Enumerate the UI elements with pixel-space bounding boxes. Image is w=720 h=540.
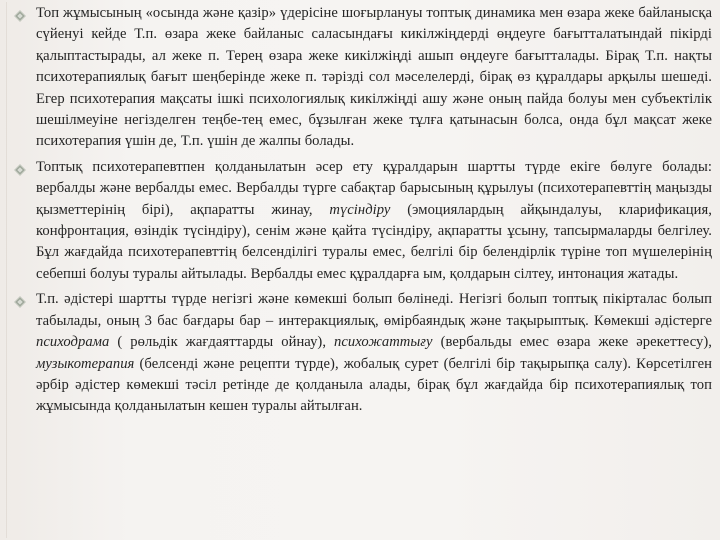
bullet-item-2 [12, 157, 712, 285]
paragraph-text-d: (белсенді және рецепти түрде), жобалық сурет (белгілі бір тақырыпқа салу). Көрсетілген әрбір әдістер көмекші тәсіл ретінде де қолданыла алады, бірақ бұл жағдайда бір психотерапиялық топ жұмысында қолданылатын кешен туралы айтылған. [36, 355, 712, 415]
bullet-item-3 [12, 289, 712, 417]
paragraph-text-b: (эмоциялардың айқындалуы, кларификация, конфронтация, өзіндік түсіндіру), сенім және қайта түсіндіру, ақпаратты ұсыну, тапсырмаларды белгілеу. Бұл жағдайда психотерапевттің белсенділігі туралы емес, белгілі бір белендірлік түріне топ мүшелерінің себепші болуы туралы айтылады. Вербалды емес құралдарға ым, қолдарын сілтеу, интонация жатады. [36, 201, 712, 282]
italic-term: психодрама [36, 334, 110, 351]
bullet-item-1 [12, 3, 712, 153]
paragraph-text [36, 3, 712, 153]
paragraph-text-a: Т.п. әдістері шартты түрде негізгі және көмекші болып бөлінеді. Негізгі болып топтық пікірталас болып табылады, оның 3 бас бағдары бар – интеракциялық, өмірбаяндық және тақырыптық. Көмекші әдістерге [36, 291, 712, 329]
diamond-bullet-icon [14, 10, 26, 22]
paragraph-text [36, 289, 712, 417]
diamond-bullet-icon [14, 296, 26, 308]
paragraph-text [36, 157, 712, 285]
italic-term: музыкотерапия [36, 355, 135, 372]
italic-term: психожаттығу [334, 334, 433, 351]
bullet-list [12, 3, 712, 422]
paragraph-text-c: (вербальды емес өзара жеке әрекеттесу), [432, 334, 712, 351]
paragraph-text-plain: Топ жұмысының «осында және қазір» үдерісіне шоғырлануы топтық динамика мен өзара жеке байланысқа сүйенуі кейде Т.п. өзара жеке байланыс саласындағы кикілжіңдерді өңдеуге бағытталатындай пікірді қалыптастырады, ал жеке п. Терең өзара жеке кикілжіңді ашып өңдеуге бағытталады. Бірақ Т.п. нақты психотерапиялық бағыт шеңберінде жеке п. тәрізді сол мәселелерді, бірақ өз құралдары арқылы шешеді. Егер психотерапия мақсаты ішкі психологиялық кикілжіңді ашу және оның пайда болуы мен субъектілік шешілмеуіне негізделген теңбе-тең емес, бұзылған жеке тұлға қатынасын болса, онда бұл мақсат жеке психотерапия үшін де, Т.п. үшін де жалпы болады. [36, 5, 712, 150]
diamond-bullet-icon [14, 164, 26, 176]
italic-term: түсіндіру [329, 201, 391, 218]
paragraph-text-b: ( рөльдік жағдаяттарды ойнау), [109, 334, 335, 351]
paragraph-text-a: Топтық психотерапевтпен қолданылатын әсер ету құралдарын шартты түрде екіге бөлуге болады: вербалды және вербалды емес. Вербалды түрге сабақтар барысының құрылуы (психотерапевттің маңызды қызметтерінің бірі), ақпаратты жинау, [36, 158, 712, 218]
